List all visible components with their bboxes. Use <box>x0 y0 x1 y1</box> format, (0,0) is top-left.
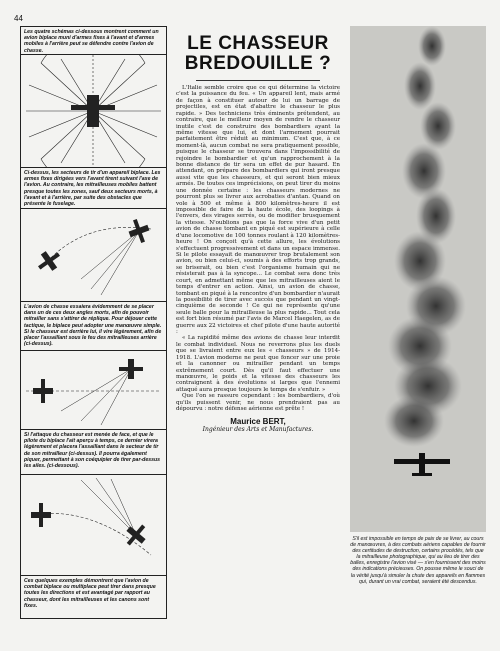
intro-caption-box <box>20 26 167 55</box>
caption-3: Si l'attaque du chasseur est menée de face, et que le pilote du biplace l'ait aperçu à temps, ce dernier virera légèrement et placera l'assaillant dans le secteur de tir de son mitrailleur (ci-dessus). Il pourra également piquer, permettant à son coéquipier de tirer par-dessus les ailes. (ci-dessous). <box>24 432 161 470</box>
frontal-attack-illustration <box>21 351 166 429</box>
title-rule <box>196 80 320 81</box>
diagram-dive <box>20 475 167 576</box>
caption-2: L'avion de chasse essaiera évidemment de se placer dans un de ces deux angles morts, afin de pouvoir mitrailler sans s'attirer de réplique. Pour déjouer cette tactique, le biplace peut adopter une manœuvre simple. Si le chasseur est derrière lui, il vire légèrement, afin de placer l'assaillant sous le feu des mitrailleuses arrière (ci-dessus). <box>24 304 162 348</box>
caption2-box <box>20 302 167 351</box>
article-body <box>176 85 340 413</box>
falling-airplane <box>394 453 450 476</box>
firing-sectors-illustration <box>21 55 166 167</box>
diagram-column <box>20 26 167 619</box>
smoke-trail-photo <box>350 26 486 532</box>
title-line-2: BREDOUILLE ? <box>184 53 332 74</box>
paragraph-3: Que l'on se rassure cependant : les bombardiers, d'où qu'ils puissent venir, ne nous prendraient pas au dépourvu : notre défense aérienne est prête ! <box>176 393 340 413</box>
diagram-rear-attack <box>20 209 167 302</box>
author-title: Ingénieur des Arts et Manufactures. <box>202 425 314 433</box>
paragraph-2: « La rapidité même des avions de chasse leur interdit le combat individuel. Nous ne reverrons plus les duels que se livraient entre eux les « chasseurs » de 1914-1918. L'avion moderne ne peut que foncer sur une proie et la canonner ou mitrailler pendant un temps extrêmement court. Dès qu'il faut effectuer une manœuvre, le poids et la vitesse des chasseurs les contraignent à des évolutions si larges que l'ennemi attaqué aura presque toujours le temps de s'enfuir. » <box>176 335 340 393</box>
diagram-firing-sectors <box>20 55 167 168</box>
author-name: Maurice BERT, <box>230 416 286 426</box>
caption1-box <box>20 168 167 209</box>
smoke-trail-image <box>350 26 486 532</box>
title-line-1: LE CHASSEUR <box>187 33 329 54</box>
paragraph-1: L'Italie semble croire que ce qui détermine la victoire c'est la puissance du feu. « Un appareil lent, mais armé de façon à constituer autour de lui un barrage de projectiles, est en état d'abattre le chasseur le plus rapide. » Des techniciens très éminents prétendent, au contraire, que le meilleur moyen de rendre le chasseur inutile c'est de construire des bombardiers ayant la même vitesse que lui, et dont l'armement pourrait parfaitement être réduit au minimum. C'est que, à ce moment-là, aucun combat ne sera pratiquement possible, puisque le chasseur se trouvera dans l'impossibilité de rejoindre le bombardier et qu'un rapprochement à la bonne distance de tir sera un effet de pur hasard. En attendant, on prépare des bombardiers qui iront presque aussi vite que les chasseurs, et qui seront bien mieux armés. De toutes ces imprécisions, on peut tirer du moins une donnée certaine : les chasseurs modernes ne pourront plus se livrer aux acrobaties d'antan. Quand on vole à 500 et même à 800 kilomètres-heure il est impossible de faire de la haute école, des loopings à l'envers, des virages serrés, ou de modifier brusquement la vitesse. N'oublions pas que la force vive d'un petit avion de chasse tombant en piqué est supérieure à celle d'une locomotive de 100 tonnes roulant à 120 kilomètres-heure ! On conçoit qu'à cette allure, les évolutions s'effectuent progressivement et dans un espace immense. Si le pilote essayait de manœuvrer trop brutalement son avion, ou bien celui-ci, soumis à des efforts trop grands, se briserait, ou bien c'est l'organisme humain qui ne résisterait pas à la syncope... Le combat sera donc très court, en admettant même que les mitrailleuses aient le temps d'entrer en action. Ainsi, un avion de chasse, tombant en piqué à la rencontre d'un bombardier n'aurait la possibilité de tirer avec succès que pendant un vingt-cinquième de seconde ! Ce qui ne représente qu'une seule balle pour la mitrailleuse la plus rapide... Tout cela est fort bien résumé par l'avis de Marcel Haegelen, as de guerre aux 22 victoires et chef pilote d'une haute autorité : <box>176 85 340 336</box>
photo-column <box>350 26 486 585</box>
caption4-box <box>20 576 167 619</box>
page-number: 44 <box>14 14 23 23</box>
intro-caption: Les quatre schémas ci-dessous montrent comment un avion biplace muni d'armes fixes à l'avant et d'armes mobiles à l'arrière peut se défendre contre l'avion de chasse. <box>24 29 159 54</box>
article-title <box>176 34 340 74</box>
photo-caption: S'il est impossible en temps de paix de se livrer, au cours de manœuvres, à des combats aériens capables de fournir des certitudes de destruction, certains procédés, tels que la mitrailleuse photographique, qui au lieu de tirer des balles, enregistre l'avion visé — s'en fournissent des moins des indications précieuses. On pousse même le souci de la vérité jusqu'à simuler la chute des appareils en flammes qui, durant un vrai combat, seraient été descendus. <box>350 536 486 585</box>
caption-1: Ci-dessus, les secteurs de tir d'un appareil biplace. Les armes fixes dirigées vers l'avant tirent suivant l'axe de l'avion. Au contraire, les mitrailleuses mobiles battent presque toutes les zones, sauf deux secteurs morts, à l'avant et à l'arrière, par suite des obstacles que présente le fuselage. <box>24 170 161 208</box>
article-column <box>176 26 340 433</box>
caption3-box <box>20 430 167 475</box>
rear-attack-illustration <box>21 209 166 301</box>
author-block <box>176 417 340 433</box>
dive-illustration <box>21 475 166 575</box>
caption-4: Ces quelques exemples démontrent que l'avion de combat biplace ou multiplace peut tirer dans presque toutes les directions et est avantagé par rapport au chasseur, dont les mitrailleuses et les canons sont fixes. <box>24 578 156 609</box>
diagram-frontal-attack <box>20 351 167 430</box>
